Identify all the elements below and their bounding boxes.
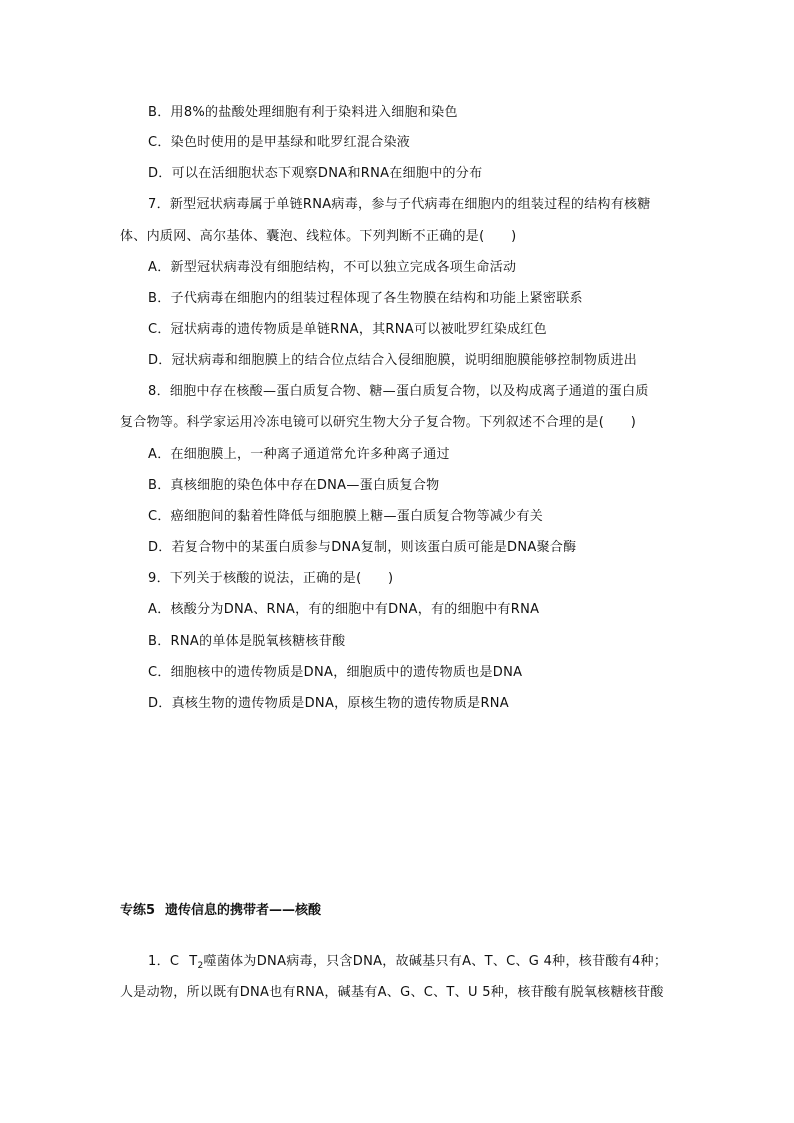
answer-section-title: 遗传信息的携带者——核酸 <box>165 903 322 918</box>
answer-section-label: 专练5 <box>120 903 156 918</box>
q9-option-a: A．核酸分为DNA、RNA，有的细胞中有DNA，有的细胞中有RNA <box>148 602 540 617</box>
q8-stem-line2: 复合物等。科学家运用冷冻电镜可以研究生物大分子复合物。下列叙述不合理的是( ) <box>120 415 637 430</box>
q7-stem-line1: 7．新型冠状病毒属于单链RNA病毒，参与子代病毒在细胞内的组装过程的结构有核糖 <box>148 197 651 212</box>
q7-option-d: D．冠状病毒和细胞膜上的结合位点结合入侵细胞膜，说明细胞膜能够控制物质进出 <box>148 353 638 368</box>
answer-1-line2: 人是动物，所以既有DNA也有RNA，碱基有A、G、C、T、U 5种，核苷酸有脱氧核糖核苷酸 <box>120 985 664 1000</box>
q6-option-d: D．可以在活细胞状态下观察DNA和RNA在细胞中的分布 <box>148 166 483 181</box>
q6-option-b: B．用8%的盐酸处理细胞有利于染料进入细胞和染色 <box>148 105 458 120</box>
q9-option-b: B．RNA的单体是脱氧核糖核苷酸 <box>148 634 346 649</box>
q8-option-d: D．若复合物中的某蛋白质参与DNA复制，则该蛋白质可能是DNA聚合酶 <box>148 540 577 555</box>
q9-option-d: D．真核生物的遗传物质是DNA，原核生物的遗传物质是RNA <box>148 696 509 711</box>
answer-1-line1 <box>148 953 667 975</box>
q8-stem-line1: 8．细胞中存在核酸—蛋白质复合物、糖—蛋白质复合物，以及构成离子通道的蛋白质 <box>148 384 649 399</box>
q9-option-c: C．细胞核中的遗传物质是DNA，细胞质中的遗传物质也是DNA <box>148 665 523 680</box>
answer-1-line1-text: 噬菌体为DNA病毒，只含DNA，故碱基只有A、T、C、G 4种，核苷酸有4种； <box>203 954 668 969</box>
q7-option-b: B．子代病毒在细胞内的组装过程体现了各生物膜在结构和功能上紧密联系 <box>148 291 583 306</box>
answer-1-t2: $T_2$ <box>189 954 204 971</box>
q8-option-c: C．癌细胞间的黏着性降低与细胞膜上糖—蛋白质复合物等减少有关 <box>148 509 544 524</box>
q7-stem-line2: 体、内质网、高尔基体、囊泡、线粒体。下列判断不正确的是( ) <box>120 229 517 244</box>
q9-stem: 9．下列关于核酸的说法，正确的是( ) <box>148 571 394 586</box>
q8-option-b: B．真核细胞的染色体中存在DNA—蛋白质复合物 <box>148 478 440 493</box>
q7-option-a: A．新型冠状病毒没有细胞结构，不可以独立完成各项生命活动 <box>148 260 517 275</box>
answer-1-number: 1．C <box>148 954 180 969</box>
q7-option-c: C．冠状病毒的遗传物质是单链RNA，其RNA可以被吡罗红染成红色 <box>148 322 547 337</box>
q6-option-c: C．染色时使用的是甲基绿和吡罗红混合染液 <box>148 135 411 150</box>
answer-section-heading <box>120 902 321 920</box>
q8-option-a: A．在细胞膜上，一种离子通道常允许多种离子通过 <box>148 447 450 462</box>
